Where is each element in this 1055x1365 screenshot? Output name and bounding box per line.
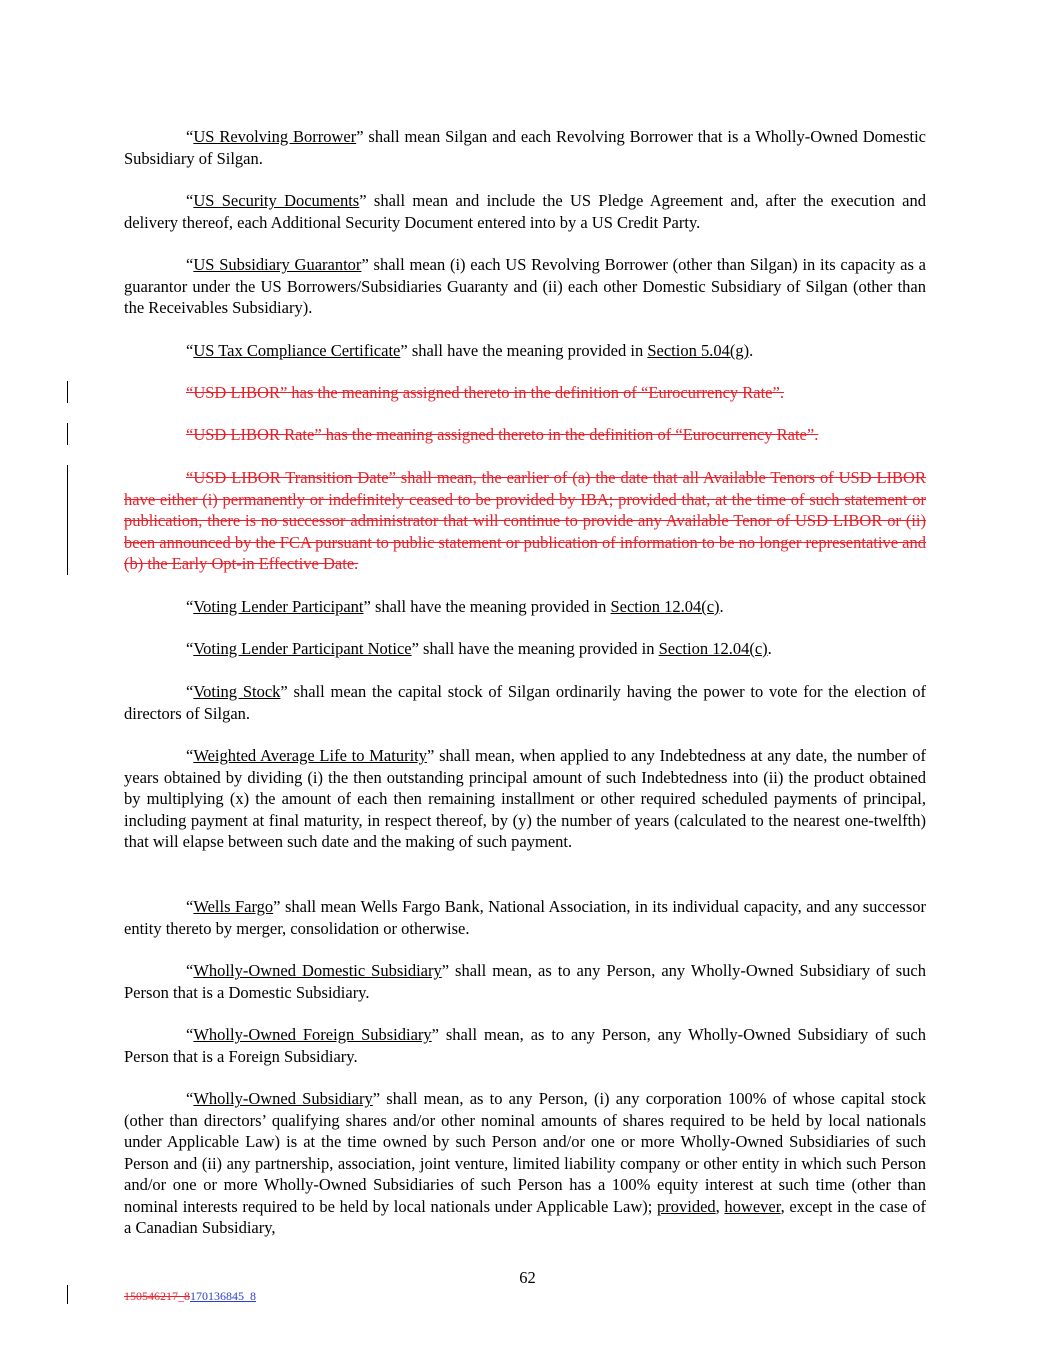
- defined-term: USD LIBOR Transition Date: [193, 468, 389, 487]
- defined-term: US Security Documents: [193, 191, 360, 210]
- defined-term: Wholly-Owned Domestic Subsidiary: [193, 961, 442, 980]
- change-bar: [67, 381, 68, 403]
- defined-term: Wholly-Owned Foreign Subsidiary: [193, 1025, 432, 1044]
- defined-term: Voting Lender Participant: [193, 597, 364, 616]
- definition-paragraph: “Wholly-Owned Subsidiary” shall mean, as to any Person, (i) any corporation 100% of whose capital stock (other than directors’ qualifying shares and/or other nominal amounts of shares required to be held by local nationals under Applicable Law) is at the time owned by such Person and/or one or more Wholly-Owned Subsidiaries of such Person and (ii) any partnership, association, joint venture, limited liability company or other entity in which such Person and/or one or more Wholly-Owned Subsidiaries of such Person has a 100% equity interest at such time (other than nominal interests required to be held by local nationals under Applicable Law); provided, however, except in the case of a Canadian Subsidiary,: [124, 1089, 927, 1237]
- change-bar: [67, 465, 68, 575]
- definition-paragraph: “Wholly-Owned Foreign Subsidiary” shall mean, as to any Person, any Wholly-Owned Subsidiary of such Person that is a Foreign Subsidiary.: [124, 1025, 926, 1066]
- section-reference: Section 5.04(g): [647, 341, 750, 360]
- emphasis: however: [724, 1196, 781, 1216]
- defined-term: US Revolving Borrower: [193, 127, 357, 146]
- defined-term: US Subsidiary Guarantor: [193, 255, 362, 274]
- page-number: 62: [519, 1268, 536, 1287]
- deleted-doc-id: 150546217_8: [124, 1289, 190, 1303]
- section-reference: Section 12.04(c): [658, 639, 768, 658]
- definition-paragraph: “US Tax Compliance Certificate” shall have the meaning provided in Section 5.04(g).: [186, 341, 754, 360]
- definition-paragraph: “Wells Fargo” shall mean Wells Fargo Bank, National Association, in its individual capacity, and any successor entity thereto by merger, consolidation or otherwise.: [124, 897, 926, 938]
- defined-term: Voting Stock: [193, 682, 281, 701]
- definition-paragraph: “US Revolving Borrower” shall mean Silgan and each Revolving Borrower that is a Wholly-Owned Domestic Subsidiary of Silgan.: [124, 127, 926, 168]
- definition-paragraph: “Voting Lender Participant Notice” shall have the meaning provided in Section 12.04(c).: [186, 639, 772, 658]
- deleted-definition-paragraph: “USD LIBOR” has the meaning assigned thereto in the definition of “Eurocurrency Rate”.: [186, 383, 784, 402]
- inserted-doc-id: 170136845_8: [190, 1289, 256, 1303]
- defined-term: US Tax Compliance Certificate: [193, 341, 401, 360]
- defined-term: Wells Fargo: [193, 897, 274, 916]
- section-reference: Section 12.04(c): [610, 597, 720, 616]
- definition-paragraph: “US Security Documents” shall mean and include the US Pledge Agreement and, after the execution and delivery thereof, each Additional Security Document entered into by a US Credit Party.: [124, 191, 927, 232]
- definition-paragraph: “Wholly-Owned Domestic Subsidiary” shall mean, as to any Person, any Wholly-Owned Subsidiary of such Person that is a Domestic Subsidiary.: [124, 961, 927, 1002]
- emphasis: provided: [656, 1196, 716, 1216]
- defined-term: USD LIBOR: [193, 383, 280, 402]
- emphasis: provided: [618, 489, 677, 509]
- document-id: [124, 1289, 256, 1304]
- definition-paragraph: “US Subsidiary Guarantor” shall mean (i) each US Revolving Borrower (other than Silgan) in its capacity as a guarantor under the US Borrowers/Subsidiaries Guaranty and (ii) each other Domestic Subsidiary of Silgan (other than the Receivables Subsidiary).: [124, 255, 926, 317]
- deleted-definition-paragraph: “USD LIBOR Rate” has the meaning assigned thereto in the definition of “Eurocurrency Rate”.: [186, 425, 819, 444]
- definition-paragraph: “Voting Stock” shall mean the capital stock of Silgan ordinarily having the power to vote for the election of directors of Silgan.: [124, 682, 926, 723]
- defined-term: Voting Lender Participant Notice: [193, 639, 412, 658]
- deleted-definition-paragraph: “USD LIBOR Transition Date” shall mean, the earlier of (a) the date that all Available Tenors of USD LIBOR have either (i) permanently or indefinitely ceased to be provided by IBA; provided that, at the time of such statement or publication, there is no successor administrator that will continue to provide any Available Tenor of USD LIBOR or (ii) been announced by the FCA pursuant to public statement or publication of information to be no longer representative and (b) the Early Opt-in Effective Date.: [124, 468, 926, 573]
- change-bar: [67, 423, 68, 445]
- definition-paragraph: “Weighted Average Life to Maturity” shall mean, when applied to any Indebtedness at any date, the number of years obtained by dividing (i) the then outstanding principal amount of such Indebtedness into (ii) the product obtained by multiplying (x) the amount of each then remaining installment or other required scheduled payments of principal, including payment at final maturity, in respect thereof, by (y) the number of years (calculated to the nearest one-twelfth) that will elapse between such date and the making of such payment.: [124, 746, 926, 851]
- defined-term: USD LIBOR Rate: [193, 425, 315, 444]
- definition-paragraph: “Voting Lender Participant” shall have the meaning provided in Section 12.04(c).: [186, 597, 724, 616]
- defined-term: Wholly-Owned Subsidiary: [193, 1089, 373, 1108]
- defined-term: Weighted Average Life to Maturity: [193, 746, 427, 765]
